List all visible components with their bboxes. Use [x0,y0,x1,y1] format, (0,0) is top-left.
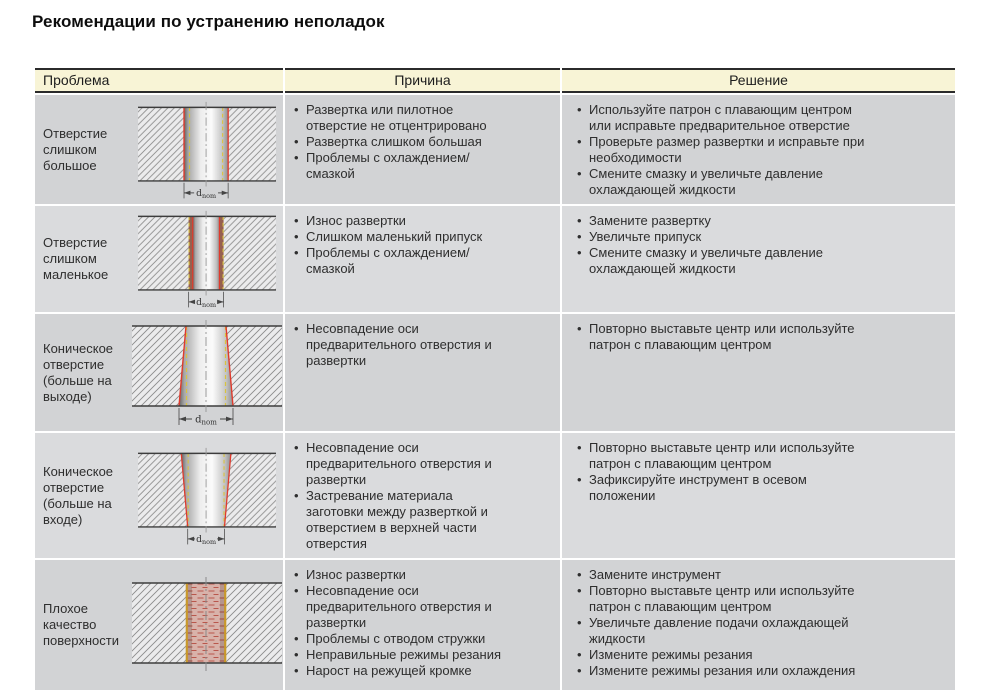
dnom-dimension-label: $d_{nom}$ [196,187,217,200]
table-row-4-solution-cell [562,433,955,558]
cause-list [285,95,507,188]
solution-list [562,314,880,359]
bullet-item: • Повторно выставьте центр или используйте патрон с плавающим центром [576,440,876,472]
bullet-item: • Проблемы с охлаждением/смазкой [293,150,503,182]
solution-list [562,560,880,685]
bullet-item: • Замените развертку [576,213,876,229]
table-row-4-cause-cell [285,433,560,558]
problem-label: Отверстие слишком большое [43,125,108,173]
problem-label: Коническое отверстие (больше на входе) [43,463,114,527]
bullet-item: • Зафиксируйте инструмент в осевом положении [576,472,876,504]
bullet-item: • Несовпадение оси предварительного отверстия и развертки [293,583,503,631]
cause-list [285,314,507,375]
bullet-item: • Износ развертки [293,213,503,229]
problem-label: Плохое качество поверхности [43,601,119,648]
solution-list [562,206,880,283]
problem-label: Отверстие слишком маленькое [43,235,109,282]
table-row-5-cause-cell [285,560,560,690]
bullet-item: • Несовпадение оси предварительного отверстия и развертки [293,440,503,488]
table-row-1-problem-cell [35,95,283,204]
page-title: Рекомендации по устранению неполадок [32,12,385,31]
bullet-item: • Проблемы с отводом стружки [293,631,503,647]
table-row-3-solution-cell [562,314,955,431]
bullet-item: • Износ развертки [293,567,503,583]
bullet-item: • Проверьте размер развертки и исправьте при необходимости [576,134,876,166]
bullet-item: • Развертка слишком большая [293,134,503,150]
poor-surface-diagram [131,575,283,675]
table-row-3-cause-cell [285,314,560,431]
dnom-dimension-label: $d_{nom}$ [196,533,217,546]
hole-too-small-diagram [131,206,283,312]
solution-list [562,95,880,204]
bullet-item: • Повторно выставьте центр или используйте патрон с плавающим центром [576,583,876,615]
bullet-item: • Измените режимы резания или охлаждения [576,663,876,679]
table-row-1-cause-cell [285,95,560,204]
table-row-4-problem-cell [35,433,283,558]
cause-list [285,206,507,283]
bullet-item: • Неправильные режимы резания [293,647,503,663]
table-row-2-cause-cell [285,206,560,312]
bullet-item: • Проблемы с охлаждением/смазкой [293,245,503,277]
hole-too-large-diagram [131,97,283,203]
table-row-2-solution-cell [562,206,955,312]
bullet-item: • Слишком маленький припуск [293,229,503,245]
bullet-item: • Смените смазку и увеличьте давление охлаждающей жидкости [576,245,876,277]
dnom-dimension-label: $d_{nom}$ [196,297,217,309]
header-cause: Причина [285,68,560,93]
problem-label: Коническое отверстие (больше на выходе) [43,340,114,404]
cause-list [285,433,507,558]
bullet-item: • Смените смазку и увеличьте давление охлаждающей жидкости [576,166,876,198]
table-row-5-problem-cell [35,560,283,690]
bullet-item: • Замените инструмент [576,567,876,583]
table-row-3-problem-cell [35,314,283,431]
header-problem: Проблема [35,68,283,93]
tapered-hole-entry-diagram [131,443,283,549]
dnom-dimension-label: $d_{nom}$ [195,414,217,427]
bullet-item: • Повторно выставьте центр или используйте патрон с плавающим центром [576,321,876,353]
bullet-item: • Увеличьте припуск [576,229,876,245]
bullet-item: • Используйте патрон с плавающим центром или исправьте предварительное отверстие [576,102,876,134]
table-row-1-solution-cell [562,95,955,204]
tapered-hole-exit-diagram [131,315,283,430]
bullet-item: • Развертка или пилотное отверстие не отцентрировано [293,102,503,134]
troubleshooting-table [35,68,957,690]
bullet-item: • Застревание материала заготовки между разверткой и отверстием в верхней части отверстия [293,488,503,552]
bullet-item: • Увеличьте давление подачи охлаждающей жидкости [576,615,876,647]
solution-list [562,433,880,510]
bullet-item: • Несовпадение оси предварительного отверстия и развертки [293,321,503,369]
table-row-5-solution-cell [562,560,955,690]
bullet-item: • Нарост на режущей кромке [293,663,503,679]
cause-list [285,560,507,685]
table-row-2-problem-cell [35,206,283,312]
bullet-item: • Измените режимы резания [576,647,876,663]
header-solution: Решение [562,68,955,93]
